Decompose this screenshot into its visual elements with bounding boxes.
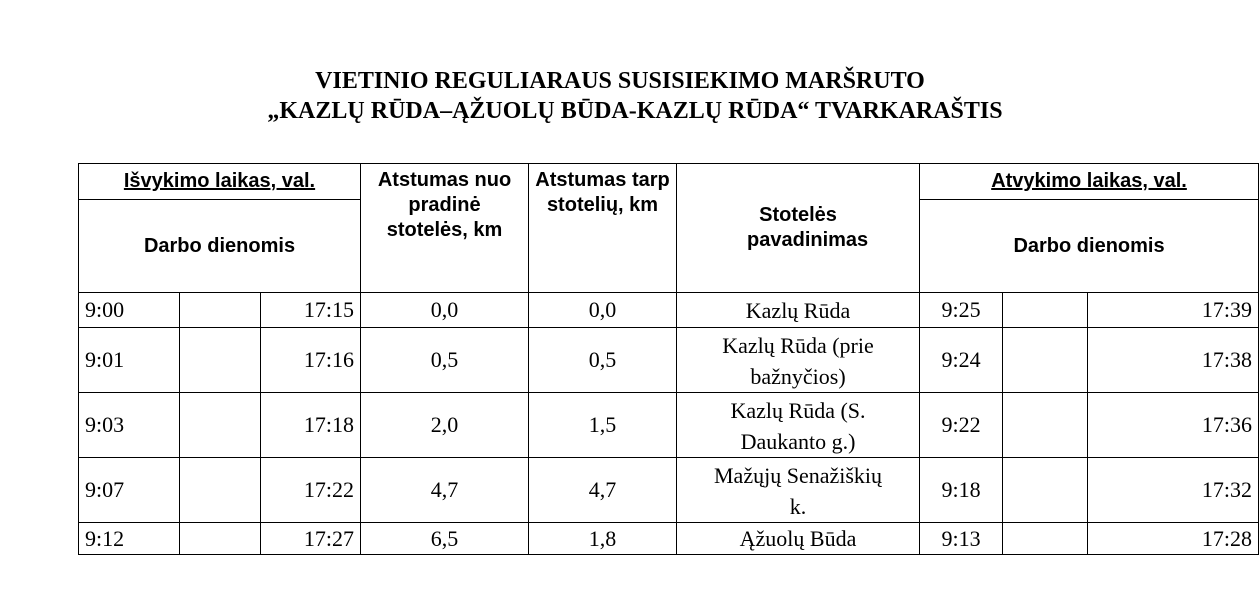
stop-name: Kazlų Rūda (prie bažnyčios) bbox=[677, 328, 920, 393]
stop-name: Ąžuolų Būda bbox=[677, 523, 920, 555]
arrival-time-3: 17:32 bbox=[1088, 458, 1259, 523]
distance-between: 1,5 bbox=[529, 393, 677, 458]
arrival-time-1: 9:25 bbox=[920, 293, 1003, 328]
departure-time-3: 17:15 bbox=[261, 293, 361, 328]
departure-time-2 bbox=[180, 523, 261, 555]
arrival-time-1: 9:13 bbox=[920, 523, 1003, 555]
departure-time-2 bbox=[180, 328, 261, 393]
distance-from-start: 0,0 bbox=[361, 293, 529, 328]
arrival-time-1: 9:22 bbox=[920, 393, 1003, 458]
departure-time-2 bbox=[180, 458, 261, 523]
table-row bbox=[79, 393, 1259, 458]
stop-name: Kazlų Rūda (S. Daukanto g.) bbox=[677, 393, 920, 458]
arrival-time-3: 17:38 bbox=[1088, 328, 1259, 393]
departure-time-1: 9:12 bbox=[79, 523, 180, 555]
distance-from-start: 6,5 bbox=[361, 523, 529, 555]
arrival-time-2 bbox=[1003, 458, 1088, 523]
departure-header bbox=[79, 164, 361, 200]
departure-header-label: Išvykimo laikas, val. bbox=[123, 170, 316, 192]
departure-time-3: 17:18 bbox=[261, 393, 361, 458]
departure-time-1: 9:03 bbox=[79, 393, 180, 458]
distance-between: 1,8 bbox=[529, 523, 677, 555]
arrival-time-2 bbox=[1003, 293, 1088, 328]
arrival-header-label: Atvykimo laikas, val. bbox=[991, 170, 1187, 192]
arrival-time-2 bbox=[1003, 523, 1088, 555]
arrival-time-2 bbox=[1003, 393, 1088, 458]
title-line-1: VIETINIO REGULIARAUS SUSISIEKIMO MARŠRUTO bbox=[315, 68, 925, 94]
departure-time-1: 9:01 bbox=[79, 328, 180, 393]
arrival-time-1: 9:24 bbox=[920, 328, 1003, 393]
stop-name: Kazlų Rūda bbox=[677, 293, 920, 328]
arrival-time-3: 17:39 bbox=[1088, 293, 1259, 328]
departure-time-3: 17:27 bbox=[261, 523, 361, 555]
departure-time-3: 17:22 bbox=[261, 458, 361, 523]
schedule-table bbox=[78, 163, 1259, 555]
arrival-subheader: Darbo dienomis bbox=[920, 200, 1259, 293]
stop-name: Mažųjų Senažiškių k. bbox=[677, 458, 920, 523]
distance-from-start: 4,7 bbox=[361, 458, 529, 523]
departure-time-1: 9:00 bbox=[79, 293, 180, 328]
document-title bbox=[0, 66, 1200, 126]
title-line-2: „KAZLŲ RŪDA–ĄŽUOLŲ BŪDA-KAZLŲ RŪDA“ TVARKARAŠTIS bbox=[267, 98, 1003, 124]
arrival-time-3: 17:36 bbox=[1088, 393, 1259, 458]
distance-between-header: Atstumas tarp stotelių, km bbox=[529, 164, 677, 293]
distance-from-start: 2,0 bbox=[361, 393, 529, 458]
table-row bbox=[79, 293, 1259, 328]
departure-time-2 bbox=[180, 393, 261, 458]
header-row-1 bbox=[79, 164, 1259, 200]
departure-time-1: 9:07 bbox=[79, 458, 180, 523]
arrival-time-3: 17:28 bbox=[1088, 523, 1259, 555]
departure-subheader: Darbo dienomis bbox=[79, 200, 361, 293]
table-row bbox=[79, 328, 1259, 393]
distance-from-start: 0,5 bbox=[361, 328, 529, 393]
table-row bbox=[79, 458, 1259, 523]
distance-between: 0,5 bbox=[529, 328, 677, 393]
arrival-header bbox=[920, 164, 1259, 200]
distance-between: 0,0 bbox=[529, 293, 677, 328]
departure-time-3: 17:16 bbox=[261, 328, 361, 393]
distance-between: 4,7 bbox=[529, 458, 677, 523]
departure-time-2 bbox=[180, 293, 261, 328]
arrival-time-1: 9:18 bbox=[920, 458, 1003, 523]
table-row bbox=[79, 523, 1259, 555]
stop-name-header: Stotelės pavadinimas bbox=[677, 164, 920, 293]
arrival-time-2 bbox=[1003, 328, 1088, 393]
distance-from-start-header: Atstumas nuo pradinė stotelės, km bbox=[361, 164, 529, 293]
